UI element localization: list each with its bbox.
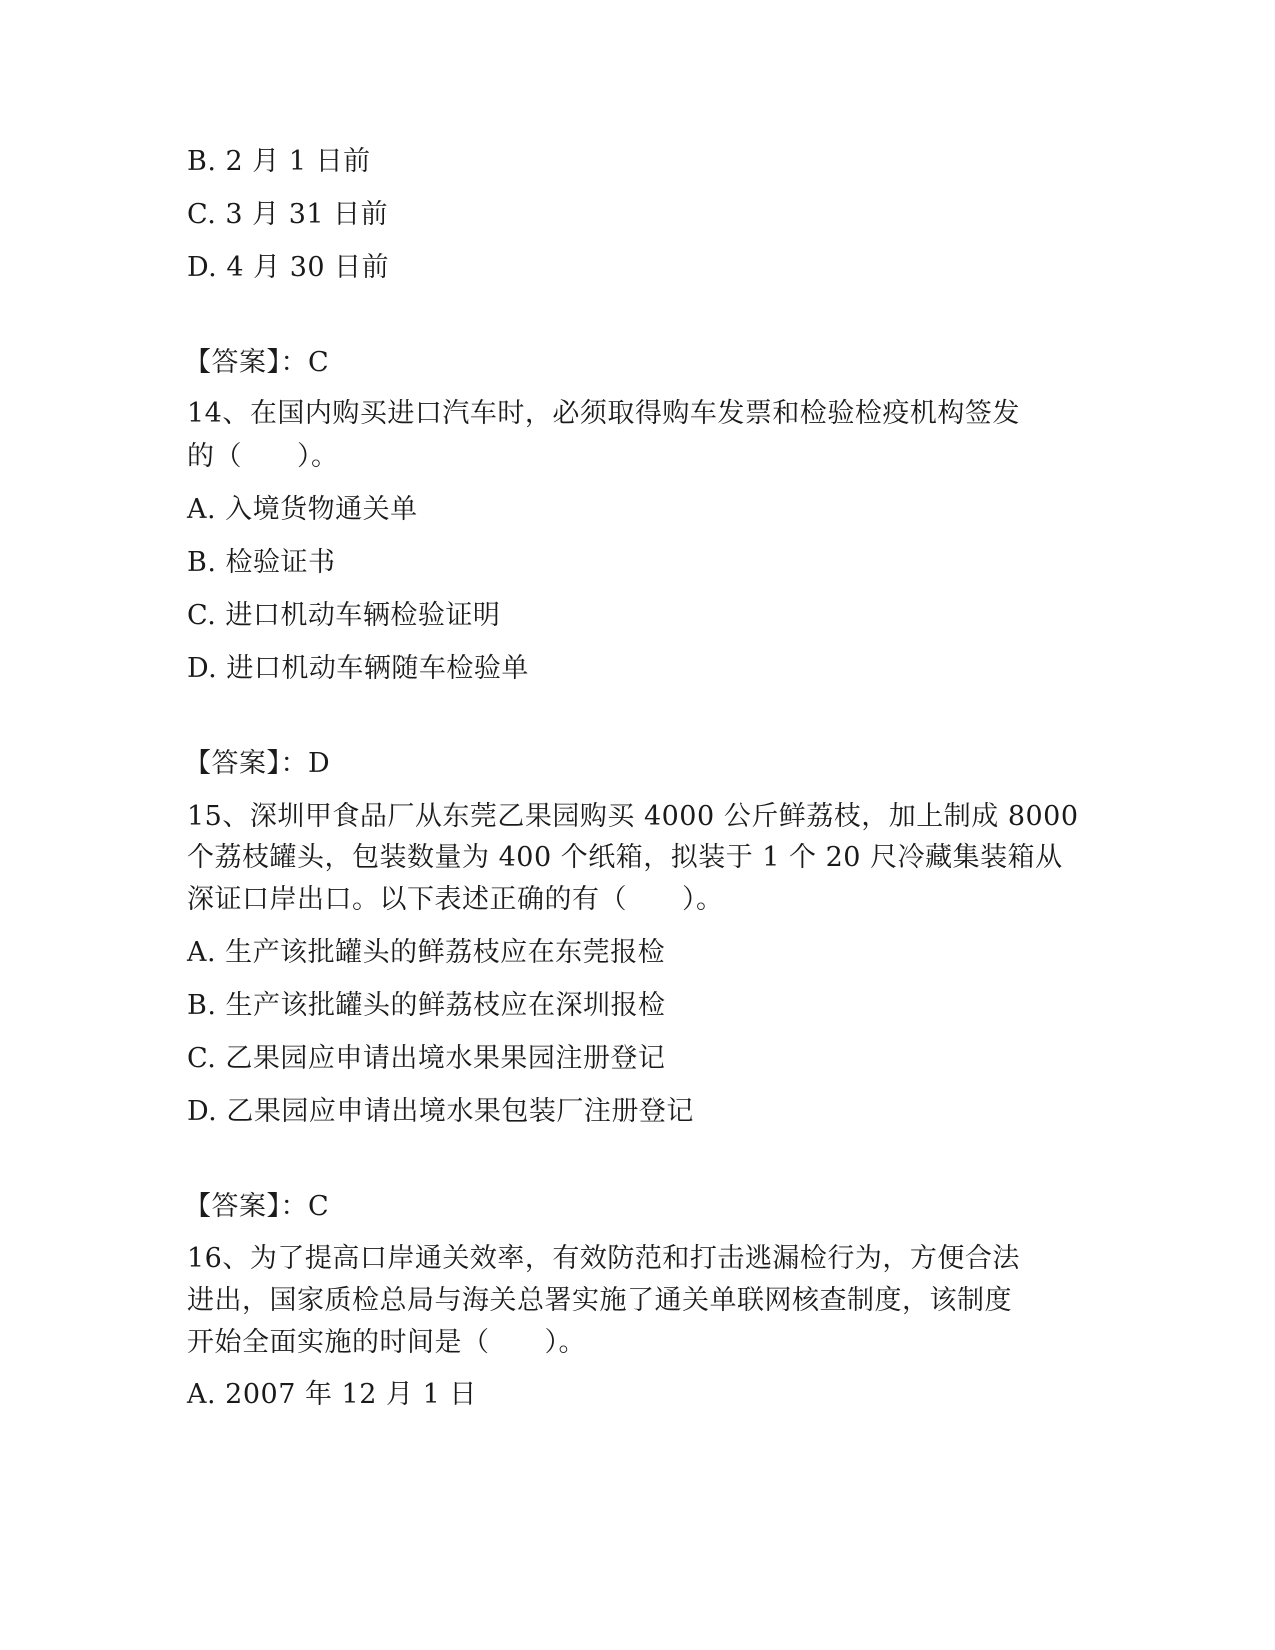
- q14-answer: 【答案】：D: [184, 748, 331, 779]
- q14-option-d: D. 进口机动车辆随车检验单: [187, 653, 529, 684]
- q14-option-c: C. 进口机动车辆检验证明: [187, 600, 501, 631]
- q16-option-a: A. 2007 年 12 月 1 日: [187, 1379, 477, 1410]
- q13-option-d: D. 4 月 30 日前: [187, 252, 390, 283]
- q13-option-b: B. 2 月 1 日前: [187, 146, 371, 177]
- q15-option-a: A. 生产该批罐头的鲜荔枝应在东莞报检: [187, 937, 666, 968]
- q16-stem-line-2: 进出，国家质检总局与海关总署实施了通关单联网核查制度，该制度: [187, 1285, 1012, 1316]
- q14-stem-line-2: 的（ ）。: [187, 441, 339, 472]
- q14-stem-line-1: 14、在国内购买进口汽车时，必须取得购车发票和检验检疫机构签发: [187, 398, 1020, 429]
- q14-option-a: A. 入境货物通关单: [187, 494, 418, 525]
- q13-option-c: C. 3 月 31 日前: [187, 199, 389, 230]
- q16-stem-line-3: 开始全面实施的时间是（ ）。: [187, 1327, 586, 1358]
- q15-option-b: B. 生产该批罐头的鲜荔枝应在深圳报检: [187, 990, 666, 1021]
- q15-stem-line-1: 15、深圳甲食品厂从东莞乙果园购买 4000 公斤鲜荔枝，加上制成 8000: [187, 801, 1079, 832]
- q15-option-c: C. 乙果园应申请出境水果果园注册登记: [187, 1043, 666, 1074]
- q15-stem-line-2: 个荔枝罐头，包装数量为 400 个纸箱，拟装于 1 个 20 尺冷藏集装箱从: [187, 842, 1063, 873]
- q15-option-d: D. 乙果园应申请出境水果包装厂注册登记: [187, 1096, 694, 1127]
- q15-stem-line-3: 深证口岸出口。以下表述正确的有（ ）。: [187, 884, 724, 915]
- q15-answer: 【答案】：C: [184, 1191, 330, 1222]
- q13-answer: 【答案】：C: [184, 347, 330, 378]
- q16-stem-line-1: 16、为了提高口岸通关效率，有效防范和打击逃漏检行为，方便合法: [187, 1243, 1020, 1274]
- q14-option-b: B. 检验证书: [187, 547, 336, 578]
